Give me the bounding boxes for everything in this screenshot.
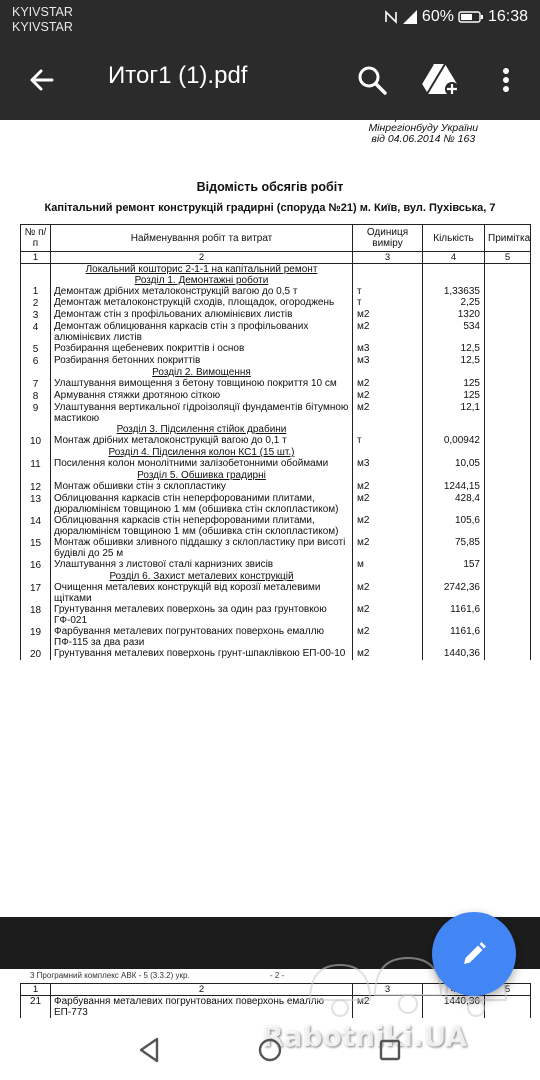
work-name: Монтаж дрібних металоконструкцій вагою до 0,1 т (51, 435, 353, 447)
table-row (21, 648, 531, 660)
table-row (21, 458, 531, 470)
note-cell (485, 458, 531, 470)
col-header-name: Найменування робіт та витрат (51, 225, 353, 252)
quantity-cell: 12,1 (423, 402, 485, 424)
row-number: 5 (21, 343, 51, 355)
quantity-cell: 1244,15 (423, 481, 485, 493)
note-cell (485, 537, 531, 559)
quantity-cell: 2,25 (423, 297, 485, 309)
note-cell (485, 355, 531, 367)
section-title-cell (51, 275, 353, 286)
work-name: Улаштування вертикальної гідроізоляції фундаментів бітумною мастикою (51, 402, 353, 424)
table-row (21, 309, 531, 321)
table-row (21, 355, 531, 367)
note-cell (485, 435, 531, 447)
col-header-note: Примітка (485, 225, 531, 252)
section-title-cell (51, 424, 353, 435)
unit-cell: м2 (353, 537, 423, 559)
work-name: Демонтаж металоконструкцій сходів, площадок, огороджень (51, 297, 353, 309)
table-row (21, 321, 531, 343)
row-number: 8 (21, 390, 51, 402)
unit-cell: м2 (353, 390, 423, 402)
work-name: Облицювання каркасів стін неперфорованими плитами, дюралюмінієм товщиною 1 мм (обшивка стін склопластиком) (51, 515, 353, 537)
unit-cell: м2 (353, 648, 423, 660)
page2-footer-left: 3 Програмний комплекс АВК - 5 (3.3.2) укр. (30, 971, 190, 980)
col-header-number: № п/п (21, 225, 51, 252)
row-number: 15 (21, 537, 51, 559)
note-cell (485, 321, 531, 343)
col-number: 2 (51, 984, 353, 996)
row-number: 11 (21, 458, 51, 470)
edit-pencil-icon (460, 940, 488, 968)
table-row (21, 402, 531, 424)
document-title: Итог1 (1).pdf (108, 62, 248, 89)
unit-cell: м2 (353, 626, 423, 648)
clock: 16:38 (487, 8, 528, 25)
note-cell (485, 648, 531, 660)
works-table-body (21, 225, 531, 661)
quantity-cell: 2742,36 (423, 582, 485, 604)
unit-cell: м3 (353, 355, 423, 367)
quantity-cell: 1320 (423, 309, 485, 321)
note-cell (485, 559, 531, 571)
empty-cell (485, 264, 531, 276)
empty-cell (423, 264, 485, 276)
note-cell (485, 378, 531, 390)
more-vert-icon[interactable] (492, 60, 520, 100)
nav-home-icon[interactable] (252, 1032, 288, 1068)
empty-cell (353, 424, 423, 435)
quantity-cell: 12,5 (423, 343, 485, 355)
section-title-cell (51, 367, 353, 378)
unit-cell: м2 (353, 378, 423, 390)
empty-cell (353, 470, 423, 481)
stamp-line: від 04.06.2014 № 163 (371, 133, 476, 145)
empty-cell (485, 275, 531, 286)
empty-cell (21, 447, 51, 458)
note-cell (485, 481, 531, 493)
empty-cell (353, 264, 423, 276)
quantity-cell: 1440,36 (423, 996, 485, 1019)
unit-cell: т (353, 297, 423, 309)
work-name: Демонтаж дрібних металоконструкцій вагою до 0,5 т (51, 286, 353, 297)
row-number: 4 (21, 321, 51, 343)
unit-cell: м3 (353, 343, 423, 355)
unit-cell: т (353, 435, 423, 447)
note-cell (485, 343, 531, 355)
status-bar-right (384, 8, 528, 26)
note-cell (485, 493, 531, 515)
work-name: Монтаж обшивки стін з склопластику (51, 481, 353, 493)
table-row (21, 343, 531, 355)
empty-cell (423, 447, 485, 458)
empty-cell (423, 571, 485, 582)
row-number: 10 (21, 435, 51, 447)
note-cell (485, 626, 531, 648)
section-title: Розділ 3. Підсилення стійок драбини (116, 424, 287, 435)
col-number: 1 (21, 252, 51, 264)
table-row (21, 559, 531, 571)
quantity-cell: 125 (423, 378, 485, 390)
row-number: 13 (21, 493, 51, 515)
work-name: Грунтування металевих поверхонь грунт-шпаклівкою ЕП-00-10 (51, 648, 353, 660)
section-title-cell (51, 470, 353, 481)
quantity-cell: 157 (423, 559, 485, 571)
table-row (21, 537, 531, 559)
quantity-cell: 0,00942 (423, 435, 485, 447)
note-cell (485, 515, 531, 537)
empty-cell (485, 424, 531, 435)
table-row (21, 481, 531, 493)
section-title: Розділ 6. Захист металевих конструкцій (109, 571, 294, 582)
empty-cell (353, 571, 423, 582)
section-row (21, 447, 531, 458)
row-number: 17 (21, 582, 51, 604)
section-row (21, 571, 531, 582)
row-number: 18 (21, 604, 51, 626)
work-name: Монтаж обшивки зливного піддашку з склопластику при висоті будівлі до 25 м (51, 537, 353, 559)
section-row (21, 275, 531, 286)
work-name: Фарбування металевих погрунтованих поверхонь емаллю ПФ-115 за два рази (51, 626, 353, 648)
col-number: 3 (353, 984, 423, 996)
unit-cell: м3 (353, 458, 423, 470)
watermark-text: Rabotniki.UA (262, 1020, 468, 1053)
battery-percent: 60% (421, 8, 454, 25)
table-row (21, 582, 531, 604)
empty-cell (353, 447, 423, 458)
quantity-cell: 10,05 (423, 458, 485, 470)
carrier-label: KYIVSTAR (12, 5, 73, 19)
table-row (21, 378, 531, 390)
note-cell (485, 604, 531, 626)
stamp-line: Мінрегіонбуду України (368, 122, 479, 134)
section-title-cell (51, 264, 353, 276)
row-number: 7 (21, 378, 51, 390)
work-name: Улаштування вимощення з бетону товщиною покриття 10 см (51, 378, 353, 390)
table-row (21, 604, 531, 626)
empty-cell (423, 424, 485, 435)
section-title-cell (51, 447, 353, 458)
quantity-cell: 1440,36 (423, 648, 485, 660)
table-row (21, 297, 531, 309)
empty-cell (423, 367, 485, 378)
row-number: 9 (21, 402, 51, 424)
work-name: Демонтаж стін з профільованих алюмінієвих листів (51, 309, 353, 321)
quantity-cell: 125 (423, 390, 485, 402)
signal-icon (402, 9, 418, 25)
empty-cell (423, 470, 485, 481)
section-row (21, 470, 531, 481)
empty-cell (21, 470, 51, 481)
empty-cell (21, 275, 51, 286)
section-title-cell (51, 571, 353, 582)
work-name: Улаштування з листової сталі карнизних звисів (51, 559, 353, 571)
unit-cell: м2 (353, 515, 423, 537)
unit-cell: м2 (353, 996, 423, 1019)
row-number: 20 (21, 648, 51, 660)
work-name: Армування стяжки дротяною сіткою (51, 390, 353, 402)
table-row (21, 390, 531, 402)
quantity-cell: 105,6 (423, 515, 485, 537)
carrier-label: KYIVSTAR (12, 20, 73, 34)
battery-icon (458, 10, 484, 24)
google-drive-add-icon[interactable] (418, 58, 462, 98)
table-row (21, 493, 531, 515)
work-name: Посилення колон монолітними залізобетонними обоймами (51, 458, 353, 470)
empty-cell (21, 367, 51, 378)
col-number: 4 (423, 252, 485, 264)
row-number: 14 (21, 515, 51, 537)
note-cell (485, 297, 531, 309)
quantity-cell: 1161,6 (423, 604, 485, 626)
quantity-cell: 428,4 (423, 493, 485, 515)
work-name: Розбирання бетонних покриттів (51, 355, 353, 367)
nav-back-icon[interactable] (132, 1032, 168, 1068)
quantity-cell: 1161,6 (423, 626, 485, 648)
row-number: 16 (21, 559, 51, 571)
row-number: 6 (21, 355, 51, 367)
table-row (21, 435, 531, 447)
nfc-n-icon (384, 10, 398, 24)
work-name: Грунтування металевих поверхонь за один раз грунтовкою ГФ-021 (51, 604, 353, 626)
section-title: Розділ 2. Вимощення (152, 367, 251, 378)
col-header-quantity: Кількість (423, 225, 485, 252)
unit-cell: м2 (353, 604, 423, 626)
empty-cell (21, 264, 51, 276)
work-name: Розбирання щебеневих покриттів і основ (51, 343, 353, 355)
unit-cell: м2 (353, 402, 423, 424)
table-row (21, 626, 531, 648)
section-title: Розділ 5. Обшивка градирні (137, 470, 266, 481)
app-bar (0, 0, 540, 120)
unit-cell: м2 (353, 493, 423, 515)
note-cell (485, 582, 531, 604)
section-row (21, 424, 531, 435)
unit-cell: т (353, 286, 423, 297)
note-cell (485, 402, 531, 424)
table-header-row (21, 225, 531, 252)
empty-cell (353, 275, 423, 286)
empty-cell (21, 571, 51, 582)
unit-cell: м2 (353, 481, 423, 493)
note-cell (485, 309, 531, 321)
note-cell (485, 286, 531, 297)
search-icon[interactable] (352, 60, 392, 100)
work-name: Демонтаж облицювання каркасів стін з профільованих алюмінієвих листів (51, 321, 353, 343)
unit-cell: м2 (353, 321, 423, 343)
note-cell (485, 390, 531, 402)
edit-fab-button[interactable] (432, 912, 516, 996)
empty-cell (423, 275, 485, 286)
quantity-cell: 534 (423, 321, 485, 343)
empty-cell (485, 367, 531, 378)
unit-cell: м2 (353, 582, 423, 604)
row-number: 21 (21, 996, 51, 1019)
col-number: 3 (353, 252, 423, 264)
work-name: Очищення металевих конструкцій від корозії металевими щітками (51, 582, 353, 604)
col-number: 5 (485, 252, 531, 264)
nav-recents-icon[interactable] (372, 1032, 408, 1068)
unit-cell: м2 (353, 309, 423, 321)
row-number: 3 (21, 309, 51, 321)
quantity-cell: 75,85 (423, 537, 485, 559)
empty-cell (353, 367, 423, 378)
section-title: Розділ 1. Демонтажні роботи (134, 275, 269, 286)
empty-cell (21, 424, 51, 435)
quantity-cell: 12,5 (423, 355, 485, 367)
page2-page-number: - 2 - (270, 971, 285, 980)
section-row (21, 264, 531, 276)
works-volume-table (20, 224, 531, 660)
row-number: 19 (21, 626, 51, 648)
quantity-cell: 1,33635 (423, 286, 485, 297)
row-number: 2 (21, 297, 51, 309)
section-title: Локальний кошторис 2-1-1 на капітальний ремонт (85, 264, 318, 275)
row-number: 1 (21, 286, 51, 297)
document-heading: Відомість обсягів робіт (196, 180, 344, 194)
table-row (21, 286, 531, 297)
empty-cell (485, 470, 531, 481)
document-subheading: Капітальний ремонт конструкцій градирні (споруда №21) м. Київ, вул. Пухівська, 7 (44, 202, 496, 214)
col-header-unit: Одиниця виміру (353, 225, 423, 252)
col-number: 2 (51, 252, 353, 264)
section-row (21, 367, 531, 378)
col-number: 1 (21, 984, 51, 996)
empty-cell (485, 571, 531, 582)
unit-cell: м (353, 559, 423, 571)
table-row (21, 515, 531, 537)
empty-cell (485, 447, 531, 458)
col-number: 5 (485, 984, 531, 996)
work-name: Облицювання каркасів стін неперфорованими плитами, дюралюмінієм товщиною 1 мм (обшивка стін склопластиком) (51, 493, 353, 515)
back-arrow-icon[interactable] (22, 60, 62, 100)
row-number: 12 (21, 481, 51, 493)
column-number-row (21, 252, 531, 264)
work-name: Фарбування металевих погрунтованих поверхонь емаллю ЕП-773 (51, 996, 353, 1019)
section-title: Розділ 4. Підсилення колон КС1 (15 шт.) (108, 447, 295, 458)
